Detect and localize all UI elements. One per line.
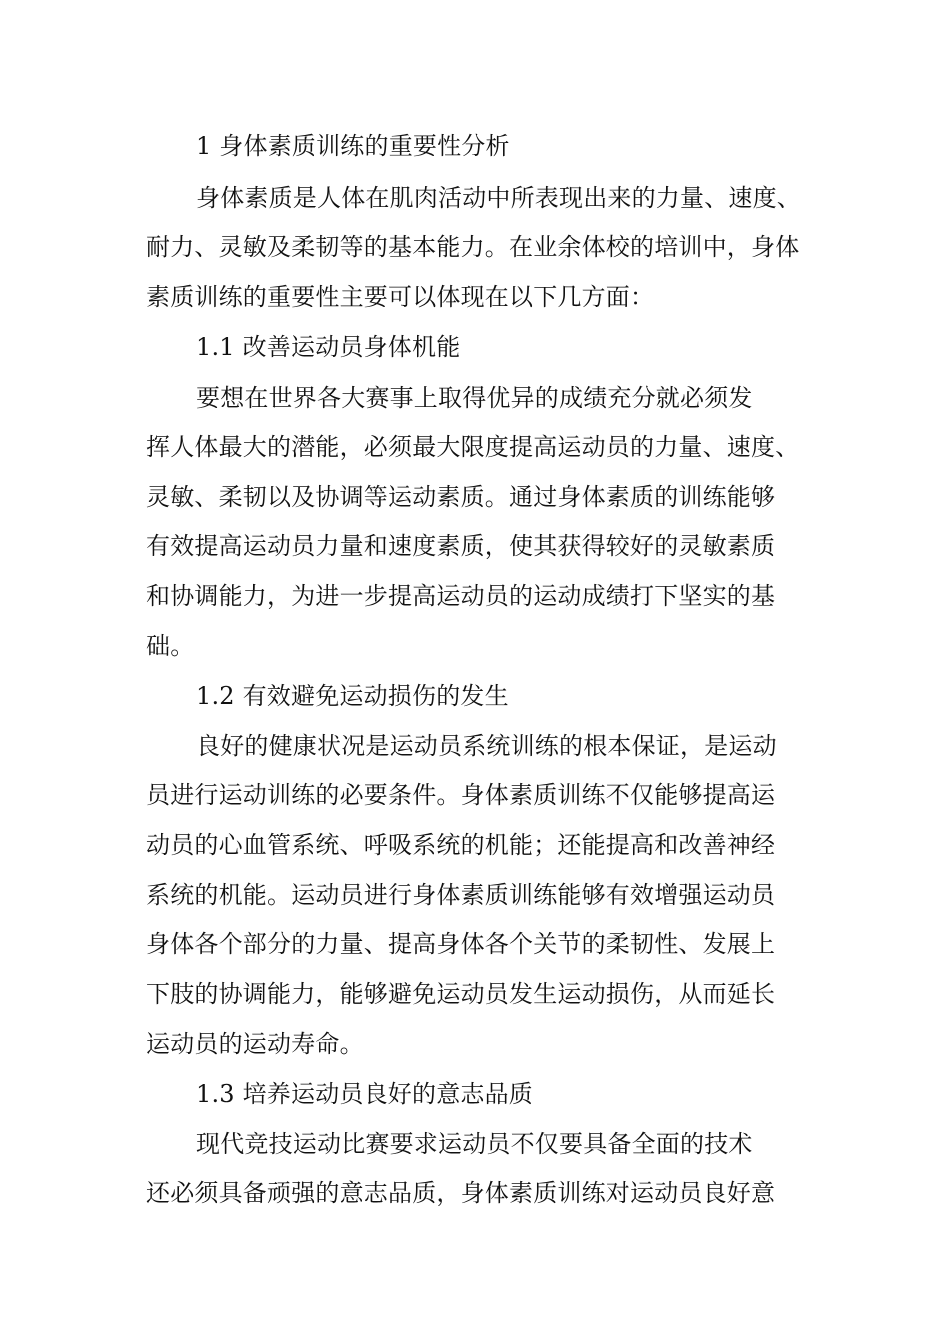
paragraph-line: 挥人体最大的潜能，必须最大限度提高运动员的力量、速度、 xyxy=(146,433,800,461)
paragraph-line: 还必须具备顽强的意志品质，身体素质训练对运动员良好意 xyxy=(146,1179,776,1207)
section-heading-1-2: 1.2 有效避免运动损伤的发生 xyxy=(196,682,509,710)
paragraph-line: 系统的机能。运动员进行身体素质训练能够有效增强运动员 xyxy=(146,881,776,909)
paragraph-line: 灵敏、柔韧以及协调等运动素质。通过身体素质的训练能够 xyxy=(146,483,776,511)
paragraph-line: 身体各个部分的力量、提高身体各个关节的柔韧性、发展上 xyxy=(146,930,776,958)
paragraph-line: 良好的健康状况是运动员系统训练的根本保证，是运动 xyxy=(196,732,777,760)
paragraph-line: 现代竞技运动比赛要求运动员不仅要具备全面的技术 xyxy=(196,1130,753,1158)
paragraph-line: 础。 xyxy=(146,632,195,660)
paragraph-line: 和协调能力，为进一步提高运动员的运动成绩打下坚实的基 xyxy=(146,582,776,610)
paragraph-line: 要想在世界各大赛事上取得优异的成绩充分就必须发 xyxy=(196,384,753,412)
paragraph-line: 耐力、灵敏及柔韧等的基本能力。在业余体校的培训中，身体 xyxy=(146,233,800,261)
section-heading-1-3: 1.3 培养运动员良好的意志品质 xyxy=(196,1080,533,1108)
paragraph-line: 有效提高运动员力量和速度素质，使其获得较好的灵敏素质 xyxy=(146,532,776,560)
section-heading-1: 1 身体素质训练的重要性分析 xyxy=(196,132,510,160)
paragraph-line: 运动员的运动寿命。 xyxy=(146,1030,364,1058)
paragraph-line: 员进行运动训练的必要条件。身体素质训练不仅能够提高运 xyxy=(146,781,776,809)
paragraph-line: 动员的心血管系统、呼吸系统的机能；还能提高和改善神经 xyxy=(146,831,776,859)
section-heading-1-1: 1.1 改善运动员身体机能 xyxy=(196,333,461,361)
paragraph-line: 下肢的协调能力，能够避免运动员发生运动损伤，从而延长 xyxy=(146,980,776,1008)
paragraph-line: 素质训练的重要性主要可以体现在以下几方面： xyxy=(146,283,655,311)
paragraph-line: 身体素质是人体在肌肉活动中所表现出来的力量、速度、 xyxy=(196,184,801,212)
